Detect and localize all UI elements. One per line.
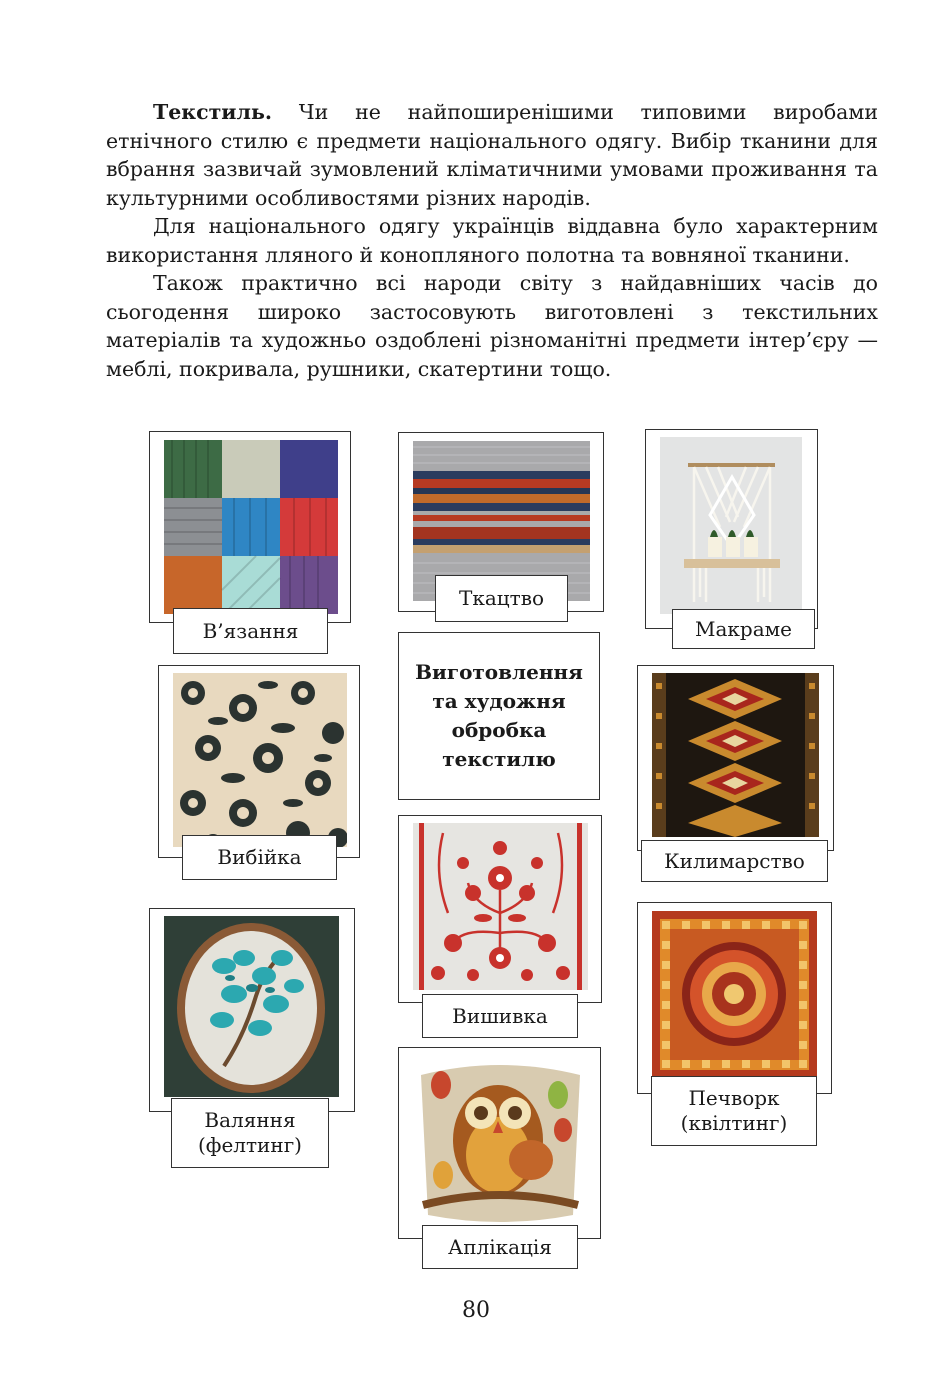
weaving-label: Ткацтво (435, 575, 568, 622)
embroidery-image (413, 823, 588, 990)
applique-label: Аплікація (422, 1225, 578, 1269)
center-title: Виготовлення та художня обробка текстилю (398, 632, 600, 800)
knitting-image (164, 440, 338, 614)
patchwork-label (651, 1076, 817, 1146)
carpet-label: Килимарство (641, 840, 828, 882)
printing-image (173, 673, 347, 847)
patchwork-label-line2: (квілтинг) (680, 1111, 788, 1135)
macrame-label: Макраме (672, 609, 815, 649)
patchwork-image (652, 911, 817, 1078)
patchwork-label-line1: Печворк (688, 1086, 780, 1110)
carpet-image (652, 673, 819, 837)
applique-image (413, 1055, 588, 1229)
felting-label (171, 1098, 329, 1168)
felting-label-line1: Валяння (204, 1108, 296, 1132)
paragraph-textile: Текстиль. Чи не найпоширенішими типовими виробами етнічного стилю є предмети національного одягу. Вибір тканини для вбрання зазвичай зумовлений кліматичними умовами проживання та культурними особливостями різних народів. (106, 100, 878, 210)
embroidery-label: Вишивка (422, 994, 578, 1038)
body-text (106, 98, 878, 383)
felting-label-line2: (фелтинг) (197, 1133, 302, 1157)
paragraph-ukrainian-clothing: Для національного одягу українців віддавна було характерним використання лляного й конопляного полотна та вовняної тканини. (106, 214, 878, 267)
macrame-image (660, 437, 802, 614)
paragraph-interior-items: Також практично всі народи світу з найдавніших часів до сьогодення широко застосовують виготовлені з текстильних матеріалів та художньо оздоблені різноманітні предмети інтер’єру — меблі, покривала, рушники, скатертини тощо. (106, 271, 878, 381)
paragraph-lead: Текстиль. (153, 100, 272, 124)
felting-image (164, 916, 339, 1097)
page-number: 80 (462, 1298, 490, 1323)
printing-label: Вибійка (182, 835, 337, 880)
knitting-label: В’язання (173, 608, 328, 654)
